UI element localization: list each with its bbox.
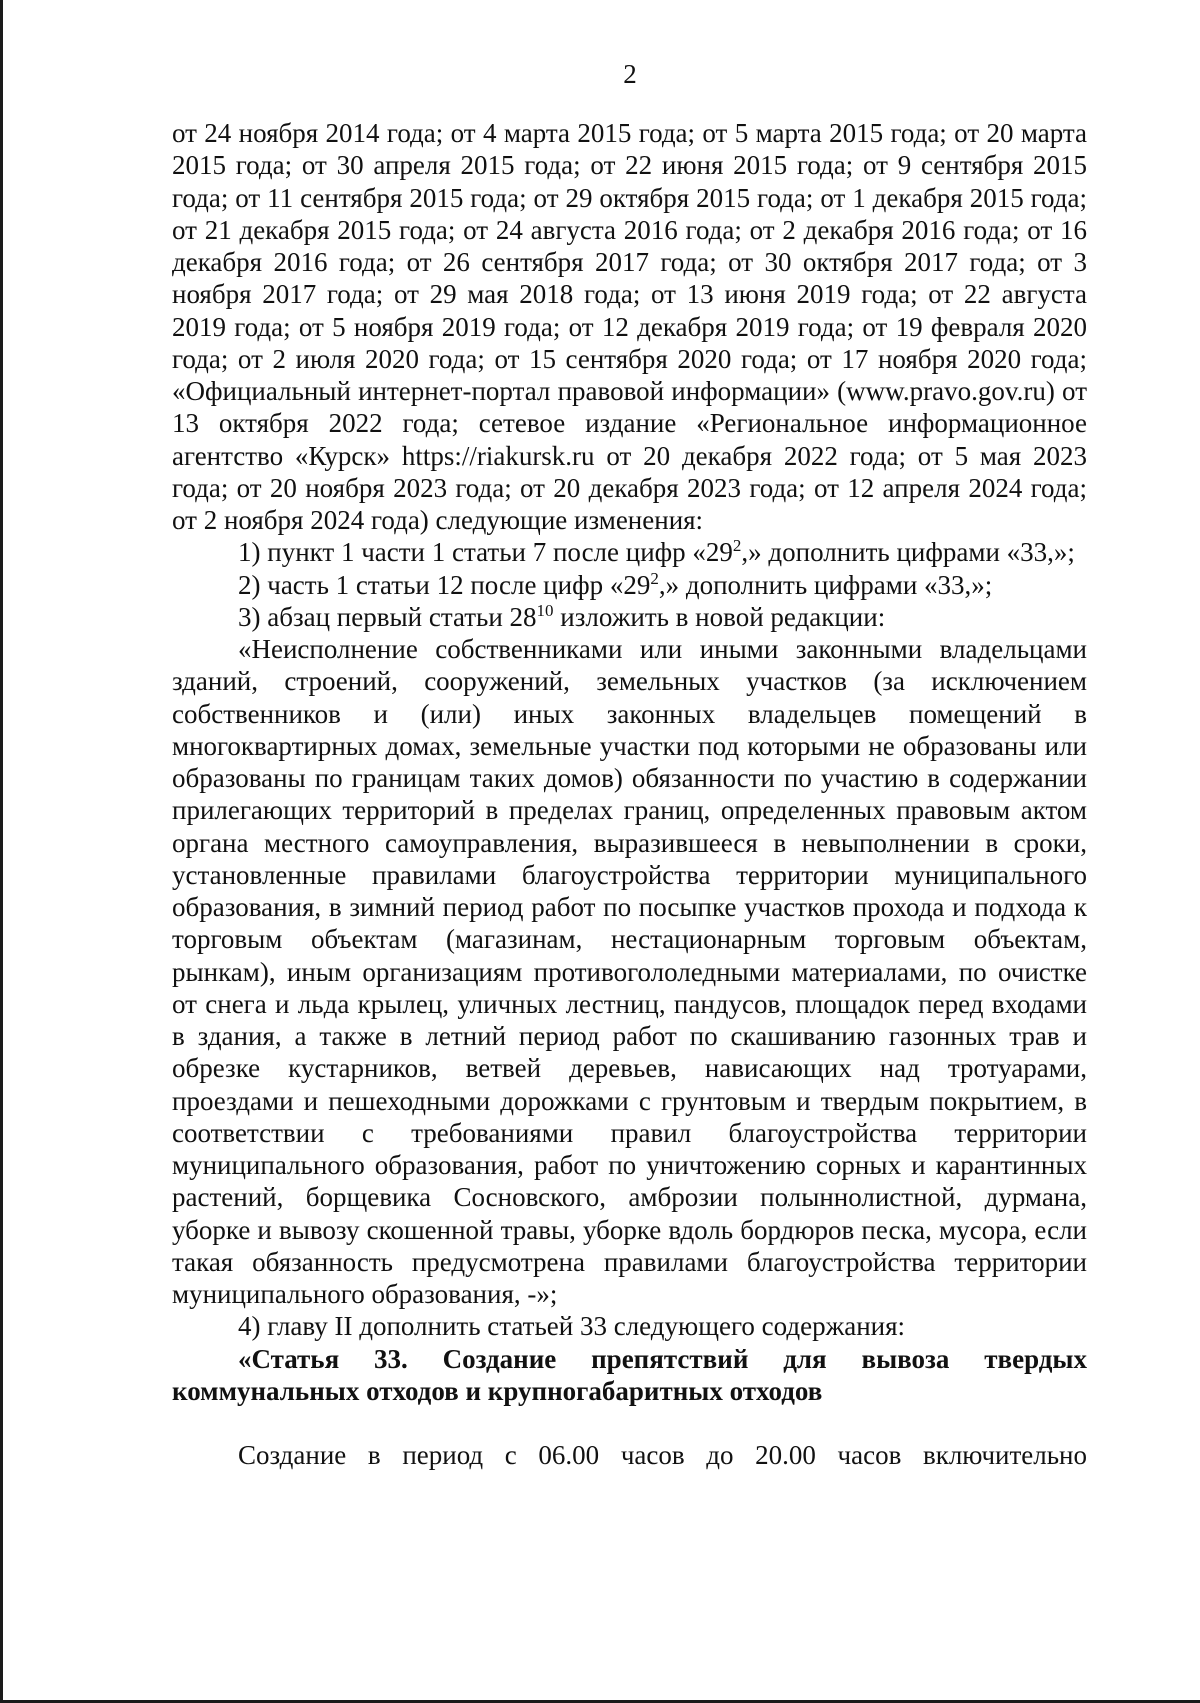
- article-33-heading: «Статья 33. Создание препятствий для вывоза твердых коммунальных отходов и крупногабаритных отходов: [172, 1343, 1087, 1406]
- item-3-superscript: 10: [536, 600, 554, 620]
- scan-border-left: [0, 0, 3, 1703]
- amendment-item-1: [172, 536, 1087, 568]
- amendment-item-2: [172, 569, 1087, 601]
- item-3-text-end: изложить в новой редакции:: [553, 601, 886, 632]
- article-33-first-line: Создание в период с 06.00 часов до 20.00 часов включительно: [238, 1440, 1087, 1470]
- document-body: [172, 117, 1087, 1471]
- item-2-superscript: 2: [650, 568, 659, 588]
- amendment-item-3: [172, 601, 1087, 633]
- item-1-text-start: 1) пункт 1 части 1 статьи 7 после цифр «29: [238, 537, 733, 568]
- item-3-text-start: 3) абзац первый статьи 28: [238, 601, 537, 632]
- item-1-text-end: ,» дополнить цифрами «33,»;: [741, 537, 1075, 568]
- page-number: 2: [623, 59, 637, 89]
- item-2-text-start: 2) часть 1 статьи 12 после цифр «29: [238, 569, 651, 600]
- item-1-superscript: 2: [732, 536, 742, 556]
- amendment-item-4: 4) главу II дополнить статьей 33 следующего содержания:: [238, 1311, 906, 1342]
- amendment-sources-paragraph: от 24 ноября 2014 года; от 4 марта 2015 года; от 5 марта 2015 года; от 20 марта 2015 года; от 30 апреля 2015 года; от 22 июня 2015 года; от 9 сентября 2015 года; от 11 сентября 2015 года; от 29 октября 2015 года; от 1 декабря 2015 года; от 21 декабря 2015 года; от 24 августа 2016 года; от 2 декабря 2016 года; от 16 декабря 2016 года; от 26 сентября 2017 года; от 30 октября 2017 года; от 3 ноября 2017 года; от 29 мая 2018 года; от 13 июня 2019 года; от 22 августа 2019 года; от 5 ноября 2019 года; от 12 декабря 2019 года; от 19 февраля 2020 года; от 2 июля 2020 года; от 15 сентября 2020 года; от 17 ноября 2020 года; «Официальный интернет-портал правовой информации» (www.pravo.gov.ru) от 13 октября 2022 года; сетевое издание «Региональное информационное агентство «Курск» https://riakursk.ru от 20 декабря 2022 года; от 5 мая 2023 года; от 20 ноября 2023 года; от 20 декабря 2023 года; от 12 апреля 2024 года; от 2 ноября 2024 года) следующие изменения:: [172, 118, 1087, 535]
- item-2-text-end: ,» дополнить цифрами «33,»;: [658, 569, 993, 600]
- quoted-new-wording: «Неисполнение собственниками или иными законными владельцами зданий, строений, сооружений, земельных участков (за исключением собственников и (или) иных законных владельцев помещений в многоквартирных домах, земельные участки под которыми не образованы или образованы по границам таких домов) обязанности по участию в содержании прилегающих территорий в пределах границ, определенных правовым актом органа местного самоуправления, выразившееся в невыполнении в сроки, установленные правилами благоустройства территории муниципального образования, в зимний период работ по посыпке участков прохода и подхода к торговым объектам (магазинам, нестационарным торговым объектам, рынкам), иным организациям противогололедными материалами, по очистке от снега и льда крылец, уличных лестниц, пандусов, площадок перед входами в здания, а также в летний период работ по скашиванию газонных трав и обрезке кустарников, ветвей деревьев, нависающих над тротуарами, проездами и пешеходными дорожками с грунтовым и твердым покрытием, в соответствии с требованиями правил благоустройства территории муниципального образования, работ по уничтожению сорных и карантинных растений, борщевика Сосновского, амброзии полыннолистной, дурмана, уборке и вывозу скошенной травы, уборке вдоль бордюров песка, мусора, если такая обязанность предусмотрена правилами благоустройства территории муниципального образования, -»;: [172, 634, 1087, 1309]
